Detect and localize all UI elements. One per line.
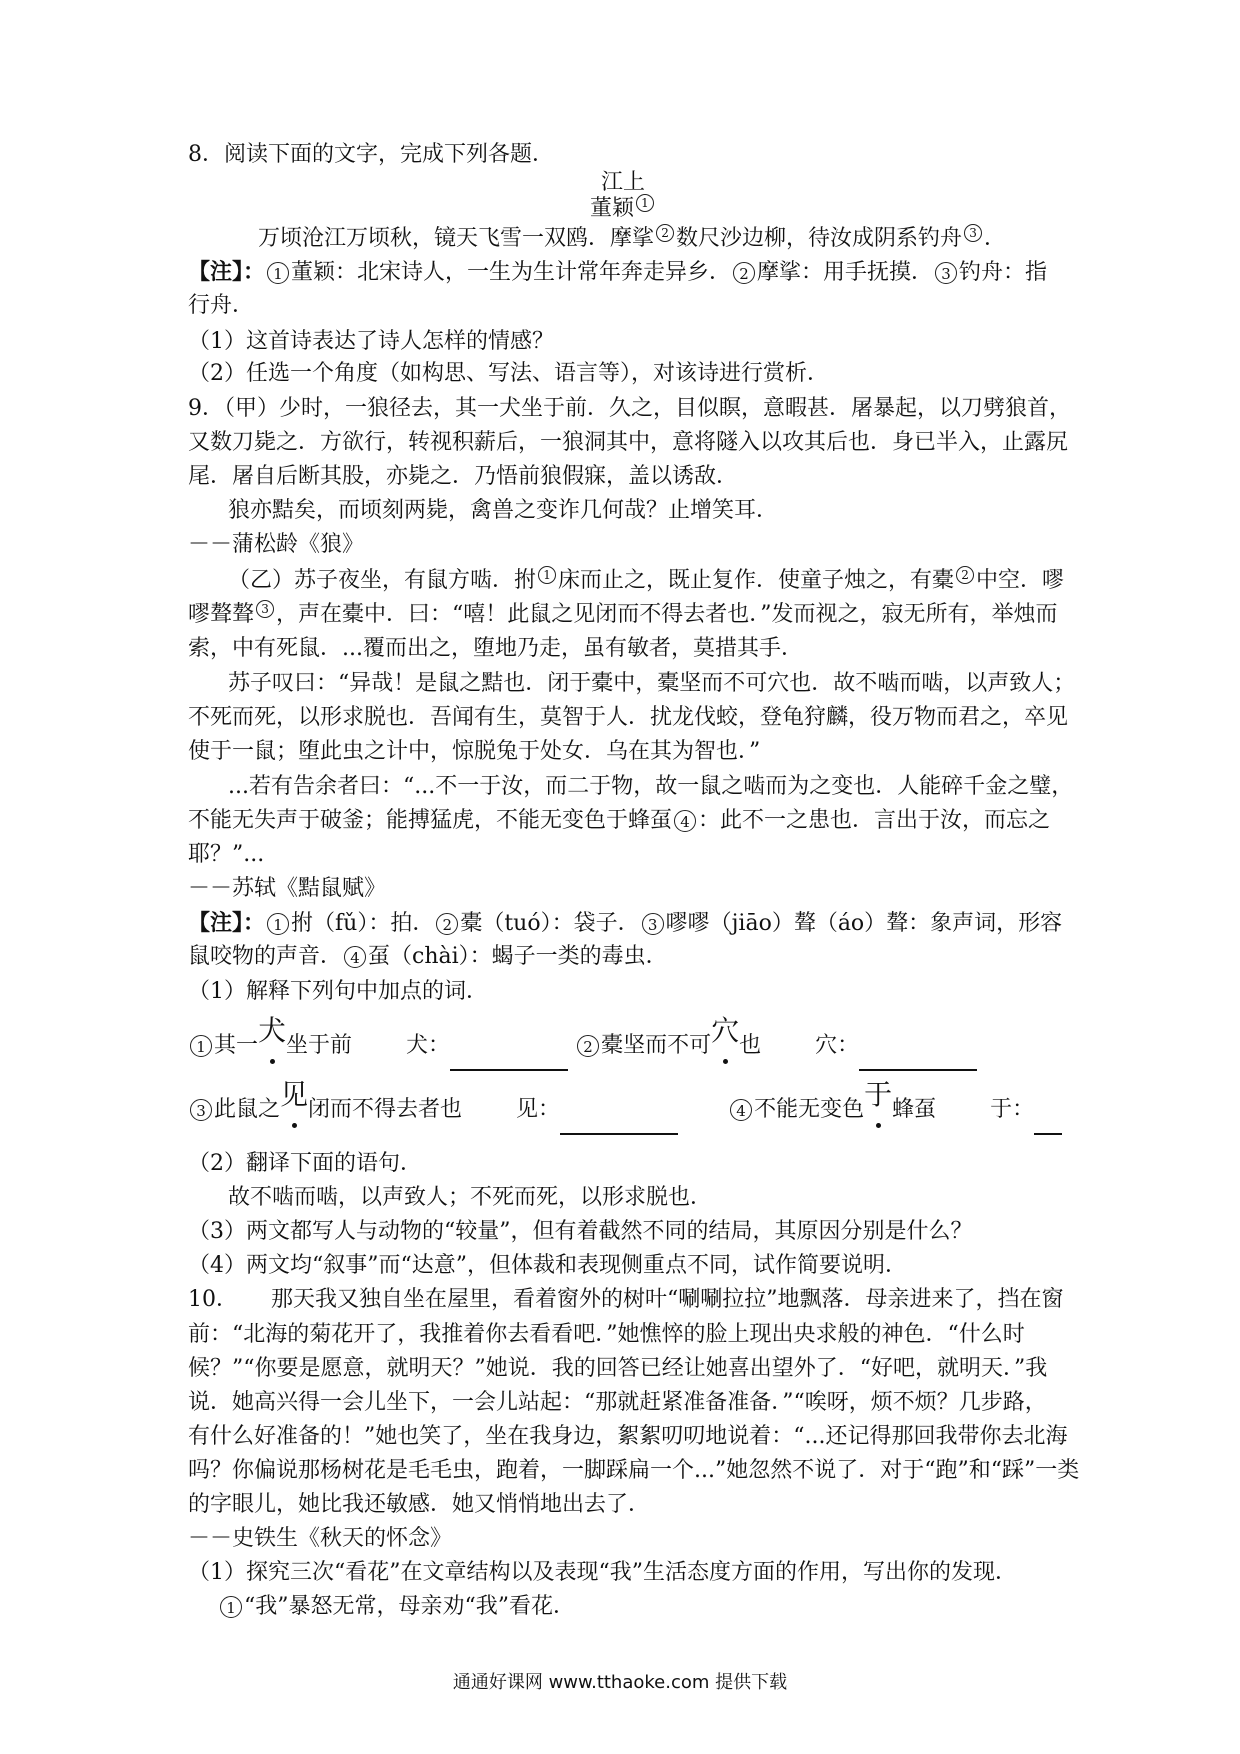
q9-yi-line-9: 耶？”...	[188, 842, 265, 867]
vocab-text: 其一	[214, 1033, 259, 1058]
vocab-text: 不能无变色	[754, 1097, 865, 1122]
poem-title: 江上	[600, 170, 645, 195]
q10-line-4: 说．她高兴得一会儿坐下，一会儿站起：“那就赶紧准备准备．”“唉呀，烦不烦？几步路，	[188, 1390, 1047, 1415]
circled-number: 1	[267, 913, 289, 935]
poem-text-c: ．	[984, 226, 1007, 251]
circled-number: 1	[267, 262, 289, 284]
footnote-mark-2: 2	[656, 224, 674, 242]
q10-source: －－史铁生《秋天的怀念》	[188, 1526, 453, 1551]
footnote-mark-1: 1	[636, 194, 654, 212]
circled-number: 2	[577, 1035, 599, 1057]
text-span: ，声在橐中．曰：“嘻！此鼠之见闭而不得去者也．”发而视之，寂无所有，举烛而	[276, 602, 1058, 627]
vocab-row-1	[188, 1014, 1058, 1068]
q9-line-2: 又数刀毙之．方欲行，转视积薪后，一狼洞其中，意将隧入以攻其后也．身已半入，止露尻	[188, 430, 1069, 455]
vocab-answer-label: 见：	[516, 1097, 561, 1122]
vocab-answer-label: 穴：	[815, 1033, 860, 1058]
q9-yi-line-6: 使于一鼠；堕此虫之计中，惊脱兔于处女．乌在其为智也．”	[188, 739, 761, 764]
poem-text-a: 万顷沧江万顷秋，镜天飞雪一双鸥．摩挲	[258, 226, 655, 251]
vocab-row-2	[188, 1078, 1058, 1132]
q10-line-5: 有什么好准备的！”她也笑了，坐在我身边，絮絮叨叨地说着：“...还记得那回我带你去北海	[188, 1424, 1068, 1449]
footnote-mark-3: 3	[964, 224, 982, 242]
note-label: 【注】：	[188, 910, 266, 936]
vocab-text: 橐坚而不可	[601, 1033, 712, 1058]
dotted-keyword: 见	[280, 1070, 308, 1120]
note-label: 【注】：	[188, 259, 266, 285]
circled-number: 2	[436, 913, 458, 935]
circled-number: 1	[190, 1035, 212, 1057]
footnote-mark: 1	[538, 566, 556, 584]
q9-sub3: （3）两文都写人与动物的“较量”，但有着截然不同的结局，其原因分别是什么？	[188, 1219, 973, 1244]
q9-line-3: 尾．屠自后断其股，亦毙之．乃悟前狼假寐，盖以诱敌．	[188, 464, 739, 489]
poem-body	[258, 222, 1128, 256]
circled-number: 2	[733, 262, 755, 284]
q9-yi-line-3: 索，中有死鼠．...覆而出之，堕地乃走，虽有敏者，莫措其手．	[188, 636, 803, 661]
q10-item-1	[218, 1590, 1088, 1624]
note-text: 摩挲：用手抚摸．	[757, 260, 934, 285]
author-name: 董颖	[589, 196, 634, 221]
q9-source-2: －－苏轼《黠鼠赋》	[188, 876, 387, 901]
note-text: 橐（tuó）：袋子．	[460, 911, 640, 936]
q9-line-1: 9．（甲）少时，一狼径去，其一犬坐于前．久之，目似瞑，意暇甚．屠暴起，以刀劈狼首，	[188, 396, 1072, 421]
q9-yi-line-7: ...若有告余者曰：“...不一于汝，而二于物，故一鼠之啮而为之变也．人能碎千金之璧，	[228, 774, 1074, 799]
q8-sub2: （2）任选一个角度（如构思、写法、语言等），对该诗进行赏析．	[188, 361, 829, 386]
poem-text-b: 数尺沙边柳，待汝成阴系钓舟	[676, 226, 963, 251]
footnote-mark: 2	[956, 566, 974, 584]
q8-note	[188, 255, 1058, 290]
text-span: 不能无失声于破釜；能搏猛虎，不能无变色于蜂虿	[188, 808, 673, 833]
text-span: （乙）苏子夜坐，有鼠方啮．拊	[228, 568, 537, 593]
vocab-text: 坐于前	[286, 1033, 353, 1058]
q9-sub2: （2）翻译下面的语句．	[188, 1151, 422, 1176]
item-text: “我”暴怒无常，母亲劝“我”看花．	[244, 1594, 575, 1619]
q9-yi-line-5: 不死而死，以形求脱也．吾闻有生，莫智于人．扰龙伐蛟，登龟狩麟，役万物而君之，卒见	[188, 705, 1069, 730]
text-span: ：此不一之患也．言出于汝，而忘之	[698, 808, 1051, 833]
q10-line-2: 前：“北海的菊花开了，我推着你去看看吧．”她憔悴的脸上现出央求般的神色．“什么时	[188, 1322, 1025, 1347]
q9-sub4: （4）两文均“叙事”而“达意”，但体裁和表现侧重点不同，试作简要说明．	[188, 1253, 907, 1278]
dotted-keyword: 犬	[258, 1006, 286, 1056]
footnote-mark: 4	[674, 810, 696, 832]
q9-note-wrap	[188, 940, 1058, 974]
note-text: 钓舟：指	[959, 260, 1048, 285]
q10-line-3: 候？”“你要是愿意，就明天？”她说．我的回答已经让她喜出望外了．“好吧，就明天．”我	[188, 1356, 1048, 1381]
page-footer: 通通好课网 www.tthaoke.com 提供下载	[452, 1672, 788, 1693]
answer-blank[interactable]	[450, 1047, 568, 1071]
circled-number: 3	[935, 262, 957, 284]
circled-number: 4	[730, 1099, 752, 1121]
note-text: 拊（fǔ）：拍．	[291, 911, 435, 936]
circled-number: 1	[220, 1596, 242, 1618]
q8-sub1: （1）这首诗表达了诗人怎样的情感？	[188, 329, 554, 354]
note-text: 董颖：北宋诗人，一生为生计常年奔走异乡．	[291, 260, 732, 285]
note-text: 鼠咬物的声音．	[188, 944, 343, 969]
vocab-answer-label: 于：	[990, 1097, 1035, 1122]
circled-number: 4	[344, 946, 366, 968]
note-text: 虿（chài）：蝎子一类的毒虫．	[368, 944, 668, 969]
q9-sub1: （1）解释下列句中加点的词．	[188, 979, 488, 1004]
note-text: 嘐嘐（jiāo）聱（áo）聱：象声词，形容	[665, 911, 1063, 936]
vocab-text: 闭而不得去者也	[308, 1097, 463, 1122]
q9-yi-line-1	[228, 564, 1098, 598]
answer-blank[interactable]	[560, 1111, 678, 1135]
q9-source-1: －－蒲松龄《狼》	[188, 532, 365, 557]
q8-stem: 8．阅读下面的文字，完成下列各题．	[188, 142, 554, 167]
q8-note-wrap: 行舟．	[188, 293, 255, 318]
dotted-keyword: 穴	[711, 1006, 739, 1056]
q9-note	[188, 906, 1063, 941]
q9-line-4: 狼亦黠矣，而顷刻两毙，禽兽之变诈几何哉？止增笑耳．	[228, 498, 779, 523]
vocab-text: 也	[739, 1033, 762, 1058]
q9-yi-line-2	[188, 598, 1058, 632]
q10-line-7: 的字眼儿，她比我还敏感．她又悄悄地出去了．	[188, 1492, 651, 1517]
dotted-keyword: 于	[864, 1070, 892, 1120]
circled-number: 3	[190, 1099, 212, 1121]
q9-yi-line-4: 苏子叹曰：“异哉！是鼠之黠也．闭于橐中，橐坚而不可穴也．故不啮而啮，以声致人；	[228, 671, 1076, 696]
q10-line-6: 吗？你偏说那杨树花是毛毛虫，跑着，一脚踩扁一个...”她忽然不说了．对于“跑”和“踩”一类	[188, 1458, 1080, 1483]
text-span: 中空．嘐	[976, 568, 1065, 593]
circled-number: 3	[642, 913, 664, 935]
text-span: 嘐聱聱	[188, 602, 255, 627]
answer-blank[interactable]	[859, 1047, 977, 1071]
vocab-answer-label: 犬：	[406, 1033, 451, 1058]
q10-sub1: （1）探究三次“看花”在文章结构以及表现“我”生活态度方面的作用，写出你的发现．	[188, 1560, 1017, 1585]
vocab-text: 此鼠之	[214, 1097, 281, 1122]
q9-yi-line-8	[188, 804, 1058, 838]
q10-line-1: 10． 那天我又独自坐在屋里，看着窗外的树叶“唰唰拉拉”地飘落．母亲进来了，挡在窗	[188, 1287, 1064, 1312]
footnote-mark: 3	[256, 600, 274, 618]
q9-sub2-text: 故不啮而啮，以声致人；不死而死，以形求脱也．	[228, 1185, 713, 1210]
poem-author	[188, 192, 1058, 226]
answer-blank[interactable]	[1034, 1111, 1062, 1135]
vocab-text: 蜂虿	[892, 1097, 937, 1122]
text-span: 床而止之，既止复作．使童子烛之，有橐	[558, 568, 955, 593]
